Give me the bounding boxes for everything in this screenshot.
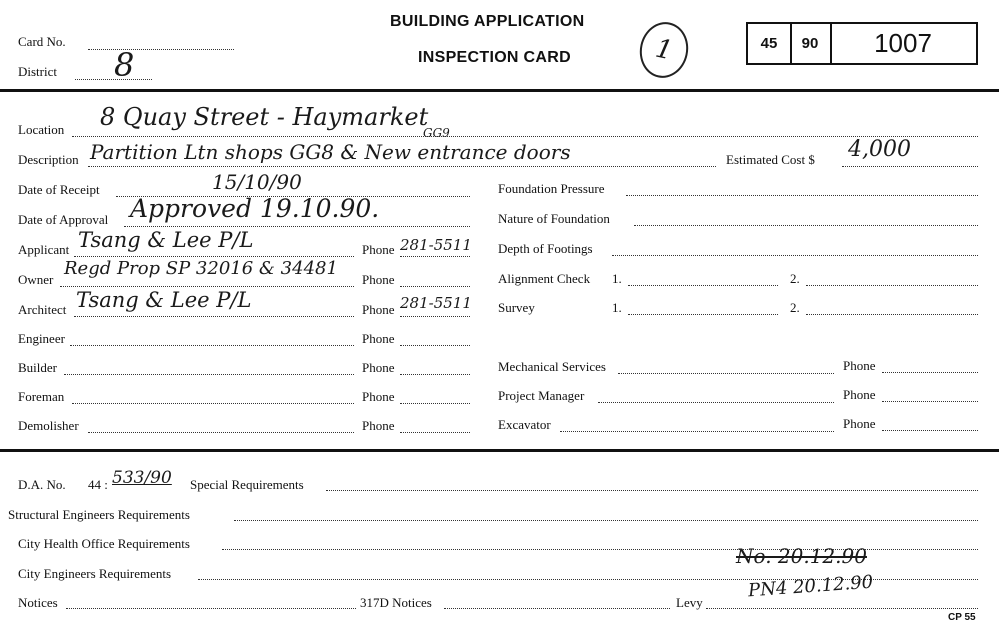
mechanical-phone-line	[882, 372, 978, 373]
depth-footings-label: Depth of Footings	[498, 241, 593, 256]
architect-line	[74, 316, 354, 317]
da-prefix: 44 :	[88, 477, 108, 492]
alignment-check-line-1	[628, 285, 778, 286]
card-no-label: Card No.	[18, 34, 66, 49]
description-line	[88, 166, 716, 167]
applicant-phone-value: 281-5511	[400, 236, 472, 254]
card-no-line	[88, 49, 234, 50]
description-value: Partition Ltn shops GG8 & New entrance doors	[90, 140, 571, 164]
special-requirements-label: Special Requirements	[190, 477, 304, 492]
city-engineers-note: No. 20.12.90	[736, 544, 867, 568]
box-number: 1007	[874, 28, 932, 58]
foreman-line	[72, 403, 354, 404]
structural-requirements-line	[234, 520, 978, 521]
foreman-label: Foreman	[18, 389, 65, 404]
location-line	[72, 136, 978, 137]
owner-phone-line	[400, 286, 470, 287]
requirements-divider	[0, 449, 999, 452]
alignment-check-label: Alignment Check	[498, 271, 591, 286]
survey-label: Survey	[498, 300, 535, 315]
engineer-phone-label: Phone	[362, 331, 395, 346]
alignment-check-1: 1.	[612, 271, 622, 286]
date-approval-label: Date of Approval	[18, 212, 109, 227]
date-receipt-label: Date of Receipt	[18, 182, 100, 197]
owner-value: Regd Prop SP 32016 & 34481	[64, 258, 338, 279]
excavator-label: Excavator	[498, 417, 551, 432]
district-value: 8	[114, 46, 135, 84]
circled-number-text: 1	[652, 33, 676, 67]
foreman-phone-label: Phone	[362, 389, 395, 404]
box-code-2: 90	[790, 24, 832, 63]
survey-line-2	[806, 314, 978, 315]
form-code: CP 55	[948, 612, 976, 623]
applicant-phone-label: Phone	[362, 242, 395, 257]
box-code-1: 45	[748, 24, 792, 63]
builder-line	[64, 374, 354, 375]
location-value: 8 Quay Street - Haymarket	[100, 103, 429, 131]
notices-label: Notices	[18, 595, 58, 610]
excavator-phone-line	[882, 430, 978, 431]
engineer-label: Engineer	[18, 331, 65, 346]
owner-phone-label: Phone	[362, 272, 395, 287]
da-label: D.A. No.	[18, 477, 66, 492]
demolisher-phone-label: Phone	[362, 418, 395, 433]
architect-phone-value: 281-5511	[400, 294, 472, 312]
title-line-1: BUILDING APPLICATION	[390, 13, 585, 30]
city-engineers-label: City Engineers Requirements	[18, 566, 172, 581]
district-label: District	[18, 64, 57, 79]
applicant-value: Tsang & Lee P/L	[78, 228, 254, 252]
foreman-phone-line	[400, 403, 470, 404]
applicant-phone-line	[400, 256, 470, 257]
title-line-2: INSPECTION CARD	[418, 49, 571, 66]
project-manager-phone-label: Phone	[843, 387, 876, 402]
mechanical-phone-label: Phone	[843, 358, 876, 373]
location-label: Location	[18, 122, 65, 137]
mechanical-services-label: Mechanical Services	[498, 359, 606, 374]
architect-label: Architect	[18, 302, 67, 317]
foundation-pressure-label: Foundation Pressure	[498, 181, 605, 196]
notices-317d-label: 317D Notices	[360, 595, 432, 610]
alignment-check-2: 2.	[790, 271, 800, 286]
nature-foundation-line	[634, 225, 978, 226]
structural-requirements-label: Structural Engineers Requirements	[8, 507, 190, 522]
project-manager-phone-line	[882, 401, 978, 402]
project-manager-line	[598, 402, 834, 403]
demolisher-phone-line	[400, 432, 470, 433]
alignment-check-line-2	[806, 285, 978, 286]
builder-phone-label: Phone	[362, 360, 395, 375]
special-requirements-line	[326, 490, 978, 491]
circled-number	[635, 18, 694, 83]
engineer-phone-line	[400, 345, 470, 346]
architect-value: Tsang & Lee P/L	[76, 288, 252, 312]
excavator-phone-label: Phone	[843, 416, 876, 431]
builder-label: Builder	[18, 360, 57, 375]
health-requirements-label: City Health Office Requirements	[18, 536, 190, 551]
demolisher-line	[88, 432, 354, 433]
project-manager-label: Project Manager	[498, 388, 585, 403]
builder-phone-line	[400, 374, 470, 375]
date-approval-value: Approved 19.10.90.	[130, 194, 380, 223]
excavator-line	[560, 431, 834, 432]
architect-phone-line	[400, 316, 470, 317]
survey-line-1	[628, 314, 778, 315]
nature-foundation-label: Nature of Foundation	[498, 211, 610, 226]
levy-label: Levy	[676, 595, 703, 610]
date-receipt-value: 15/10/90	[212, 170, 302, 194]
depth-footings-line	[612, 255, 978, 256]
header-divider	[0, 89, 999, 92]
demolisher-label: Demolisher	[18, 418, 79, 433]
estimated-cost-label: Estimated Cost $	[726, 152, 815, 167]
levy-note: PN4 20.12.90	[747, 571, 874, 602]
survey-2: 2.	[790, 300, 800, 315]
notices-line	[66, 608, 356, 609]
description-superscript: GG9	[423, 126, 450, 140]
levy-line	[706, 608, 978, 609]
notices-317d-line	[444, 608, 670, 609]
estimated-cost-value: 4,000	[848, 137, 911, 162]
mechanical-services-line	[618, 373, 834, 374]
da-value: 533/90	[112, 468, 172, 488]
owner-line	[60, 286, 354, 287]
applicant-label: Applicant	[18, 242, 70, 257]
description-label: Description	[18, 152, 79, 167]
applicant-line	[74, 256, 354, 257]
survey-1: 1.	[612, 300, 622, 315]
estimated-cost-line	[842, 166, 978, 167]
foundation-pressure-line	[626, 195, 978, 196]
date-approval-line	[124, 226, 470, 227]
card-number-box	[746, 22, 978, 65]
engineer-line	[70, 345, 354, 346]
architect-phone-label: Phone	[362, 302, 395, 317]
owner-label: Owner	[18, 272, 54, 287]
